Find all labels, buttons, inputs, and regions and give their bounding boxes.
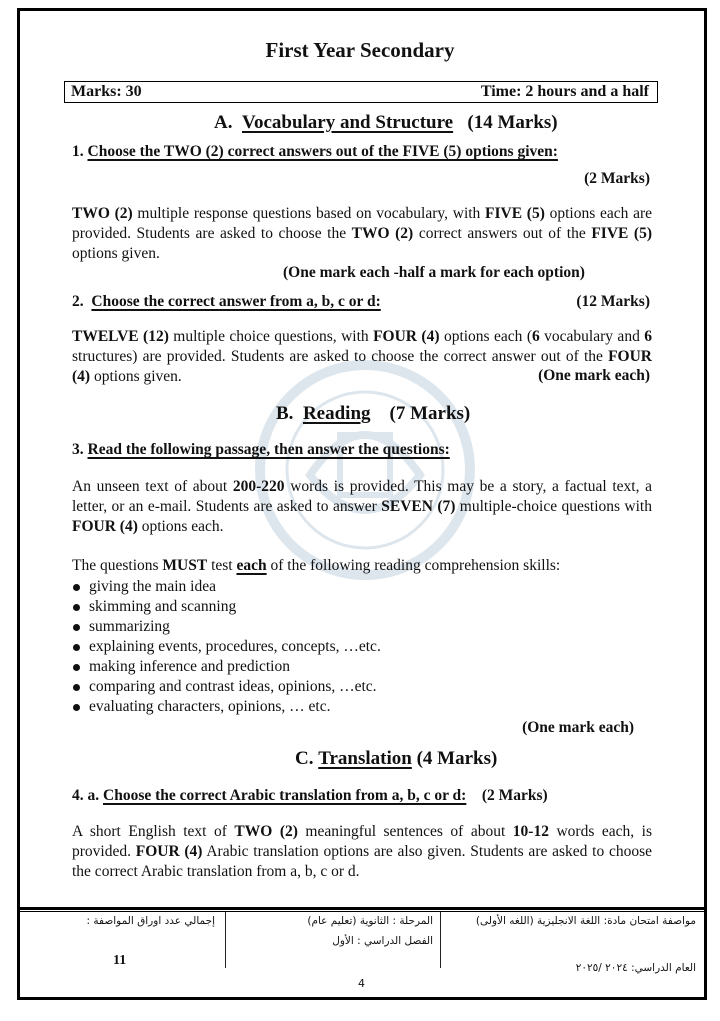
footer-total-pages-label: إجمالي عدد اوراق المواصفة : — [86, 915, 215, 927]
section-c-heading — [295, 748, 497, 770]
section-b-heading — [276, 403, 470, 425]
section-a-marks: (14 Marks) — [467, 112, 558, 133]
footer-stage: المرحلة : الثانوية (تعليم عام) — [307, 915, 433, 927]
section-c-letter: C. — [295, 748, 314, 769]
section-b-letter: B. — [276, 403, 294, 424]
skills-list — [72, 577, 381, 717]
q3-heading — [72, 441, 450, 459]
text-run: correct answers out of the — [413, 225, 592, 242]
skill-text: skimming and scanning — [89, 598, 237, 615]
q1-description — [72, 204, 652, 264]
text-run: A short English text of — [72, 823, 235, 840]
total-marks: Marks: 30 — [71, 83, 142, 100]
list-item — [72, 577, 381, 597]
q1-heading — [72, 143, 558, 161]
q3-description — [72, 477, 652, 537]
footer-total-pages-value: 11 — [113, 953, 127, 968]
footer-spec-title: مواصفة امتحان مادة: اللغة الانجليزية (اللغه الأولى) — [475, 915, 696, 927]
bold-text-run: TWELVE (12) — [72, 328, 169, 345]
q4a-marks: (2 Marks) — [481, 787, 548, 804]
list-item — [72, 597, 381, 617]
skill-text: giving the main idea — [89, 578, 216, 595]
q2-marks: (12 Marks) — [576, 293, 650, 310]
bold-text-run: 200-220 — [232, 478, 285, 495]
skill-text: comparing and contrast ideas, opinions, …etc. — [89, 678, 377, 695]
text-run: options each ( — [439, 328, 532, 345]
footer-column-divider — [225, 912, 226, 968]
list-item — [72, 697, 381, 717]
footer-academic-year: العام الدراسي: ٢٠٢٤ /٢٠٢٥ — [575, 962, 696, 974]
footer-divider-thick — [20, 907, 704, 910]
q3-instruction: Read the following passage, then answer the questions: — [87, 441, 450, 458]
watermark-logo-icon — [215, 355, 515, 585]
bold-text-run: FIVE (5) — [591, 225, 652, 242]
bold-text-run: 10-12 — [512, 823, 549, 840]
list-item — [72, 617, 381, 637]
q4a-description — [72, 822, 652, 882]
q1-number: 1. — [72, 143, 84, 160]
text-run: structures) are provided. Students are asked to choose the correct answer out of the — [72, 348, 609, 365]
bullet-icon — [73, 704, 80, 711]
q4a-heading — [72, 787, 548, 805]
section-b-name: Reading — [302, 403, 371, 424]
text-run: options given. — [72, 245, 160, 262]
skills-intro-pre: The questions — [72, 557, 163, 574]
list-item — [72, 637, 381, 657]
bold-text-run: TWO (2) — [351, 225, 414, 242]
text-run: multiple response questions based on vocabulary, with — [132, 205, 486, 222]
bold-text-run: 6 — [644, 328, 652, 345]
list-item — [72, 677, 381, 697]
skills-intro-must: MUST — [162, 557, 208, 574]
skills-intro-mid: test — [207, 557, 237, 574]
text-run: vocabulary and — [539, 328, 645, 345]
text-run: An unseen text of about — [72, 478, 233, 495]
q2-note: (One mark each) — [538, 367, 650, 384]
list-item — [72, 657, 381, 677]
text-run: multiple-choice questions with — [455, 498, 652, 515]
skill-text: explaining events, procedures, concepts, …etc. — [89, 638, 381, 655]
q1-instruction: Choose the TWO (2) correct answers out of the FIVE (5) options given: — [87, 143, 558, 160]
section-a-letter: A. — [214, 112, 233, 133]
section-c-marks: (4 Marks) — [416, 748, 498, 769]
footer-term: الفصل الدراسي : الأول — [332, 935, 433, 947]
text-run: multiple choice questions, with — [168, 328, 374, 345]
q1-note: (One mark each -half a mark for each option) — [283, 264, 585, 281]
bullet-icon — [73, 604, 80, 611]
bold-text-run: FOUR (4) — [72, 348, 652, 385]
bold-text-run: TWO (2) — [234, 823, 298, 840]
q1-marks: (2 Marks) — [584, 170, 650, 187]
footer-divider-thin — [20, 911, 704, 912]
marks-time-box — [64, 81, 658, 103]
skills-intro-each: each — [236, 557, 267, 574]
exam-time: Time: 2 hours and a half — [480, 83, 649, 100]
bullet-icon — [73, 624, 80, 631]
page-title: First Year Secondary — [265, 38, 455, 62]
q3-note: (One mark each) — [522, 719, 634, 736]
bold-text-run: FIVE (5) — [485, 205, 545, 222]
bold-text-run: SEVEN (7) — [381, 498, 456, 515]
bold-text-run: FOUR (4) — [72, 518, 138, 535]
text-run: options each are provided. Students are asked to choose the — [72, 205, 653, 242]
page-number: 4 — [358, 977, 365, 990]
skill-text: summarizing — [89, 618, 170, 635]
bold-text-run: FOUR (4) — [373, 328, 440, 345]
bold-text-run: FOUR (4) — [135, 843, 203, 860]
text-run: words is provided. This may be a story, a factual text, a letter, or an e-mail. Students are asked to answer — [72, 478, 652, 515]
bullet-icon — [73, 584, 80, 591]
section-a-name: Vocabulary and Structure — [241, 112, 454, 133]
bullet-icon — [73, 684, 80, 691]
bullet-icon — [73, 644, 80, 651]
text-run: meaningful sentences of about — [297, 823, 513, 840]
skill-text: evaluating characters, opinions, … etc. — [89, 698, 331, 715]
text-run: words each, is provided. — [72, 823, 652, 860]
bold-text-run: TWO (2) — [72, 205, 133, 222]
section-a-heading — [214, 112, 558, 134]
footer-column-divider — [440, 912, 441, 968]
q2-number: 2. — [72, 293, 84, 310]
bullet-icon — [73, 664, 80, 671]
section-b-marks: (7 Marks) — [389, 403, 471, 424]
skill-text: making inference and prediction — [89, 658, 290, 675]
q4a-number: 4. a. — [72, 787, 100, 804]
text-run: options each. — [137, 518, 224, 535]
section-c-name: Translation — [318, 748, 412, 769]
text-run: options given. — [90, 368, 182, 385]
q4a-instruction: Choose the correct Arabic translation from a, b, c or d: — [103, 787, 467, 804]
q2-heading — [72, 293, 381, 311]
text-run: Arabic translation options are also given. Students are asked to choose the correct Arabic translation from a, b, c or d. — [72, 843, 652, 880]
q2-instruction: Choose the correct answer from a, b, c or d: — [91, 293, 381, 310]
q3-number: 3. — [72, 441, 84, 458]
skills-intro-post: of the following reading comprehension skills: — [266, 557, 561, 574]
skills-intro — [72, 557, 560, 575]
bold-text-run: 6 — [531, 328, 540, 345]
